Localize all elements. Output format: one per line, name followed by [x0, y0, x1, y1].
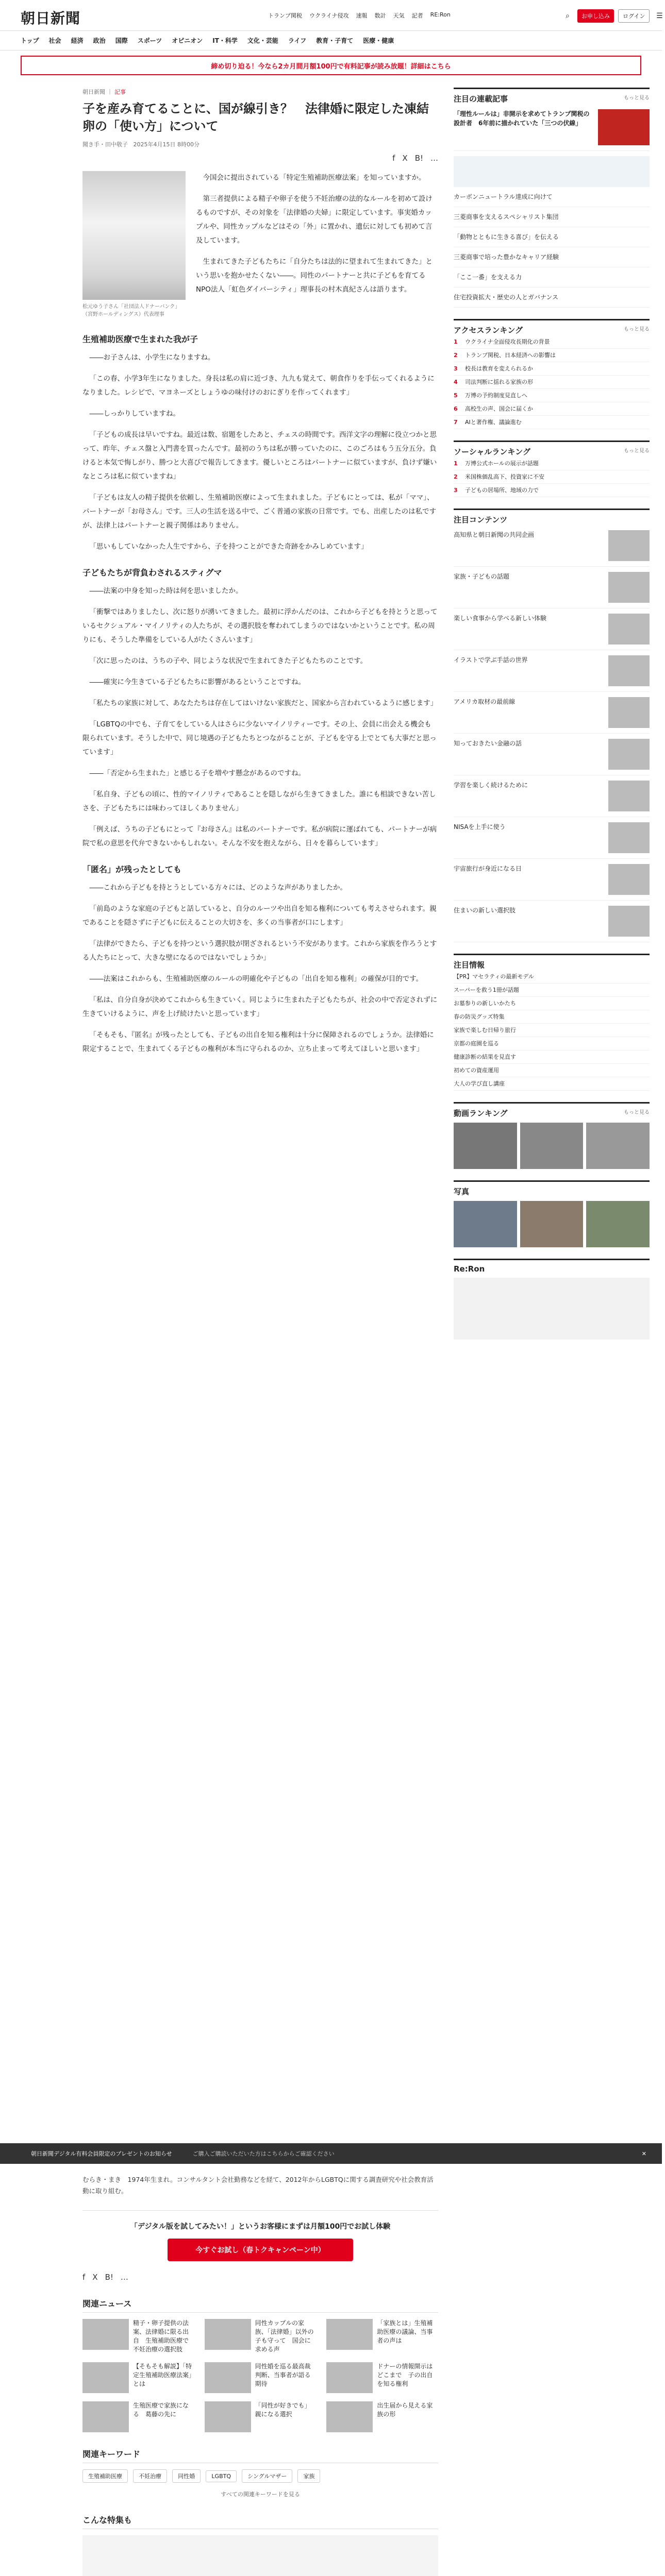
social-ranking-heading — [454, 446, 650, 457]
related-card[interactable] — [326, 2401, 438, 2432]
genre-nav-item[interactable]: ライフ — [288, 37, 307, 44]
sidebar-pick-title: 注目の連載記事 — [454, 94, 508, 104]
related-card[interactable] — [82, 2362, 194, 2393]
rank-number: 1 — [454, 460, 458, 467]
content-item[interactable] — [454, 608, 650, 650]
content-item[interactable] — [454, 525, 650, 567]
subscribe-button[interactable]: お申し込み — [577, 9, 614, 23]
related-card[interactable] — [205, 2319, 317, 2354]
article-paragraph: 「子どもは友人の精子提供を依頼し、生殖補助医療によって生まれました。子どもにとっては、私が「ママ」、パートナーが「お母さん」です。三人の生活を送る中で、ごく普通の家族の日常です。でも、出産したのは私ですが、法律上はパートナーと親子関係はありません。 — [82, 494, 437, 530]
photo-thumb[interactable] — [454, 1201, 517, 1247]
video-ranking — [454, 1102, 650, 1169]
keyword-tag[interactable]: 不妊治療 — [133, 2469, 167, 2483]
reron-heading — [454, 1264, 650, 1274]
ranking-item[interactable] — [454, 389, 650, 402]
event-item[interactable] — [454, 1064, 650, 1077]
access-ranking-heading — [454, 325, 650, 335]
ranking-item[interactable] — [454, 416, 650, 429]
share-bar — [82, 154, 438, 163]
photo-caption: 松元ゆう子さん「社団法人ドナーバンク」（宮野ホールディングス）代表理事 — [82, 304, 180, 317]
login-button[interactable]: ログイン — [618, 9, 650, 23]
ranking-item[interactable] — [454, 376, 650, 389]
content-title: 家族・子どもの話題 — [454, 573, 510, 580]
rank-number: 2 — [454, 352, 458, 359]
search-icon[interactable]: ⌕ — [566, 12, 570, 20]
more-share-icon[interactable]: … — [430, 154, 438, 163]
article-author: 聞き手・田中敬子 — [82, 141, 128, 148]
ranking-item[interactable] — [454, 470, 650, 484]
hatena-share-icon[interactable]: B! — [414, 154, 423, 163]
article-section — [82, 333, 438, 554]
content-title: 学習を楽しく続けるために — [454, 782, 528, 789]
reron-title: Re:Ron — [454, 1264, 485, 1274]
article-paragraph: 生まれてきた子どもたちに「自分たちは法的に望まれて生まれてきた」という思いを抱かせたくない――。同性のパートナーと共に子どもを育てるNPO法人「虹色ダイバーシティ」理事長の村木真紀さんは語ります。 — [196, 258, 433, 294]
event-title: 健康診断の結果を見直す — [454, 1054, 516, 1060]
article-paragraph: ――確実に今生きている子どもたちに影響があるということですね。 — [89, 678, 305, 686]
event-title: 大人の学び直し講座 — [454, 1080, 505, 1087]
article-paragraph: 「思いもしていなかった人生ですから、子を持つことができた奇跡をかみしめています」 — [89, 543, 368, 551]
article-paragraph: 「私たちの家族に対して、あなたたちは存在してはいけない家族だと、国家から言われているように感じます」 — [89, 699, 438, 707]
ranking-title: ウクライナ全面侵攻長期化の背景 — [465, 338, 550, 345]
sidebar-pick-title-text: 住宅投資拡大・歴史の人とガバナンス — [454, 294, 559, 301]
top-nav-item[interactable]: 天気 — [393, 12, 405, 19]
sidebar — [454, 88, 650, 1351]
genre-nav-item[interactable]: スポーツ — [137, 37, 162, 44]
photo-thumb[interactable] — [520, 1201, 584, 1247]
sidebar-pick-thumb — [598, 109, 650, 145]
content-item[interactable] — [454, 817, 650, 859]
content-title: NISAを上手に使う — [454, 823, 506, 831]
ranking-title: 高校生の声、国会に届くか — [465, 405, 533, 412]
photo-box — [454, 1180, 650, 1247]
article-paragraph: ――お子さんは、小学生になりますね。 — [89, 353, 215, 362]
content-thumb — [608, 655, 650, 686]
promo-box — [82, 2210, 438, 2261]
sidebar-pick-title-text: 三菱商事を支えるスペシャリスト集団 — [454, 213, 559, 221]
interviewee-photo[interactable] — [82, 171, 186, 300]
related-thumb — [205, 2319, 251, 2350]
rank-number: 3 — [454, 365, 458, 372]
top-nav-item[interactable]: 速報 — [356, 12, 368, 19]
top-nav-item[interactable]: ウクライナ侵攻 — [309, 12, 349, 19]
photo-thumb[interactable] — [586, 1201, 650, 1247]
share-bar-bottom — [82, 2273, 438, 2282]
all-keywords-link[interactable]: すべての関連キーワードを見る — [221, 2491, 300, 2498]
keyword-tag[interactable]: 生殖補助医療 — [82, 2469, 128, 2483]
trial-button[interactable]: 今すぐお試し（春トクキャンペーン中） — [168, 2239, 353, 2261]
event-item[interactable] — [454, 1077, 650, 1091]
article-paragraph: 「例えば、うちの子どもにとって『お母さん』は私のパートナーです。私が病院に運ばれても、パートナーが病院で私の意思を代弁できないかもしれない。そんな不安を抱えながら、日々を暮らしています」 — [82, 825, 437, 848]
header-actions — [562, 9, 665, 23]
promo-text: 「デジタル版を試してみたい！」というお客様にまずは月額100円でお試し体験 — [130, 2223, 391, 2231]
content-item[interactable] — [454, 859, 650, 901]
article-paragraph: 「次に思ったのは、うちの子や、同じような状況で生まれてきた子どもたちのことです。 — [89, 657, 368, 665]
event-info-title: 注目情報 — [454, 960, 485, 970]
social-ranking-title: ソーシャルランキング — [454, 447, 530, 456]
post-article — [82, 2174, 438, 2576]
recommend-area — [82, 2535, 438, 2576]
section-heading: 子どもたちが背負わされるスティグマ — [82, 568, 222, 578]
sidebar-pick-title-text: 三菱商事で培った豊かなキャリア経験 — [454, 253, 559, 261]
article-section — [82, 566, 438, 851]
sidebar-pick — [454, 88, 650, 308]
article — [82, 88, 438, 1063]
event-item[interactable] — [454, 1010, 650, 1024]
related-thumb — [326, 2319, 373, 2350]
article-paragraph: 今国会に提出されている「特定生殖補助医療法案」を知っていますか。 — [203, 174, 426, 182]
section-heading: 「匿名」が残ったとしても — [82, 865, 182, 874]
sidebar-pick-item[interactable] — [454, 247, 650, 267]
related-title: 「同性が好きでも」親になる選択 — [255, 2402, 311, 2418]
event-item[interactable] — [454, 1037, 650, 1050]
more-link[interactable]: もっと見る — [624, 327, 650, 332]
article-paragraph: ――しっかりしていますね。 — [89, 410, 180, 418]
more-link[interactable]: もっと見る — [624, 95, 650, 101]
photo-strip — [454, 1201, 650, 1247]
article-paragraph: 「私は、自分自身が決めてこれからも生きていく。同じように生まれた子どもたちが、社会の中で否定されずに生きていけるように、声を上げ続けたいと思っています」 — [82, 996, 438, 1018]
sidebar-pick-item[interactable] — [454, 227, 650, 247]
related-title: 生殖医療で家族になる 葛藤の先に — [133, 2402, 189, 2418]
related-news — [82, 2297, 438, 2432]
content-item[interactable] — [454, 567, 650, 608]
related-thumb — [205, 2401, 251, 2432]
content-item[interactable] — [454, 692, 650, 734]
related-title: 精子・卵子提供の法案、法律婚に限る出自 生殖補助医療で不妊治療の選択肢 — [133, 2319, 189, 2353]
event-title: 家族で楽しむ日帰り旅行 — [454, 1027, 516, 1033]
more-share-icon[interactable]: … — [120, 2273, 128, 2282]
related-card[interactable] — [326, 2319, 438, 2354]
related-grid — [82, 2319, 438, 2432]
event-title: 初めての資産運用 — [454, 1067, 499, 1074]
genre-nav-item[interactable]: トップ — [21, 37, 39, 44]
article-paragraph: 「法律ができたら、子どもを持つという選択肢が閉ざされるという不安があります。これから家族を作ろうとする人たちにとって、大きな壁になるのではないでしょうか」 — [82, 940, 437, 962]
related-card[interactable] — [82, 2401, 194, 2432]
breadcrumb-home[interactable]: 朝日新聞 — [82, 89, 105, 95]
related-card[interactable] — [205, 2362, 317, 2393]
breadcrumb: 朝日新聞 ｜ 記事 — [82, 89, 126, 95]
sidebar-pick-item[interactable] — [454, 104, 650, 151]
event-item[interactable] — [454, 984, 650, 997]
article-paragraph: 「私自身、子どもの頃に、性的マイノリティであることを隠しながら生きてきました。誰にも相談できない苦しさを、子どもたちには味わってほしくありません」 — [82, 790, 436, 812]
site-logo[interactable]: 朝日新聞 — [21, 10, 81, 27]
menu-icon[interactable]: ☰ — [656, 12, 663, 20]
rank-number: 5 — [454, 392, 458, 399]
sidebar-pick-title-text: カーボンニュートラル達成に向けて — [454, 193, 553, 200]
article-meta — [82, 140, 438, 148]
event-title: 京都の庭園を巡る — [454, 1040, 499, 1047]
article-paragraph: ――法案の中身を知った時は何を思いましたか。 — [89, 587, 243, 595]
related-title: 「家族とは」生殖補助医療の議論、当事者の声は — [377, 2319, 433, 2344]
sidebar-pick-item[interactable] — [454, 187, 650, 207]
ranking-item[interactable] — [454, 362, 650, 376]
related-card[interactable] — [205, 2401, 317, 2432]
video-ranking-title: 動画ランキング — [454, 1109, 508, 1118]
genre-nav-item[interactable]: 政治 — [93, 37, 106, 44]
ranking-title: トランプ関税、日本経済への影響は — [465, 352, 556, 359]
content-thumb — [608, 906, 650, 937]
ranking-item[interactable] — [454, 335, 650, 349]
article-paragraph: ――法案はこれからも、生殖補助医療のルールの明確化や子どもの「出自を知る権利」の確保が目的です。 — [89, 975, 423, 983]
article-paragraph: 「この春、小学3年生になりました。身長は私の肩に近づき、九九も覚えて、朝食作りを手伝ってくれるようになりました。レシピで、マヨネーズとしょうゆの味付けのおにぎりを作ってくれます」 — [82, 375, 435, 397]
keyword-tag[interactable]: 家族 — [297, 2469, 320, 2483]
ranking-title: 米国株価乱高下、投資家に不安 — [465, 473, 544, 480]
keyword-tag[interactable]: 同性婚 — [172, 2469, 201, 2483]
content-title: 知っておきたい金融の話 — [454, 740, 522, 747]
keyword-tag[interactable]: シングルマザー — [242, 2469, 292, 2483]
featured-content — [454, 509, 650, 942]
ranking-title: 万博の予約制度見直しへ — [465, 392, 527, 399]
video-thumb[interactable] — [520, 1123, 584, 1169]
notification-text[interactable]: 朝日新聞デジタル有料会員限定のプレゼントのお知らせ — [31, 2150, 172, 2157]
related-title: 同性カップルの家族、「法律婚」以外の子も守って 国会に求める声 — [255, 2319, 314, 2353]
related-title: 出生届から見える家族の形 — [377, 2402, 433, 2418]
genre-nav-item[interactable]: 医療・健康 — [363, 37, 394, 44]
ranking-title: AIと著作権、議論進む — [465, 419, 522, 426]
more-link[interactable]: もっと見る — [624, 1110, 650, 1115]
event-title: 春の防災グッズ特集 — [454, 1013, 505, 1020]
access-ranking-title: アクセスランキング — [454, 326, 523, 335]
sidebar-pick-item[interactable] — [454, 267, 650, 287]
featured-content-heading — [454, 514, 650, 525]
event-title: スーパーを救う1冊が話題 — [454, 987, 519, 993]
notification-bar — [0, 2143, 662, 2164]
ranking-item[interactable] — [454, 484, 650, 497]
event-item[interactable] — [454, 997, 650, 1010]
article-paragraph: 「前島のような家庭の子どもと話していると、自分のルーツや出自を知る権利についても考えさせられます。親であることを隠さずに子どもに伝えることの大切さを、多くの当事者が口にします」 — [82, 905, 437, 927]
reron-box — [454, 1259, 650, 1340]
content-thumb — [608, 822, 650, 853]
event-item[interactable] — [454, 1024, 650, 1037]
campaign-banner[interactable]: 締め切り迫る！今なら2カ月間月額100円で有料記事が読み放題！詳細はこちら — [21, 56, 641, 75]
top-nav — [268, 11, 451, 20]
genre-nav-item[interactable]: IT・科学 — [212, 37, 238, 44]
event-info — [454, 954, 650, 1091]
related-title: 【そもそも解説】「特定生殖補助医療法案」とは — [133, 2363, 192, 2387]
keywords-heading: 関連キーワード — [82, 2448, 438, 2463]
rank-number: 1 — [454, 338, 458, 345]
close-icon[interactable]: ✕ — [641, 2150, 646, 2157]
section-heading: 生殖補助医療で生まれた我が子 — [82, 334, 198, 344]
genre-nav — [0, 31, 662, 50]
sidebar-pick-heading — [454, 93, 650, 104]
related-thumb — [326, 2401, 373, 2432]
sidebar-ad-block[interactable] — [454, 156, 650, 187]
sidebar-pick-title-text: 「動物とともに生きる喜び」を伝える — [454, 233, 559, 241]
video-ranking-heading — [454, 1108, 650, 1118]
facebook-share-icon[interactable]: f — [82, 2273, 86, 2282]
content-title: 高知県と朝日新聞の共同企画 — [454, 531, 535, 538]
article-paragraph: 「そもそも、『匿名』が残ったとしても、子どもの出自を知る権利は十分に保障されるのでしょうか。法律婚に限定することで、生まれてくる子どもの権利が本当に守られるのか、立ち止まって考えてほしいと思います」 — [82, 1031, 434, 1053]
rank-number: 2 — [454, 473, 458, 480]
access-ranking — [454, 319, 650, 429]
genre-nav-item[interactable]: 教育・子育て — [316, 37, 354, 44]
article-paragraph: 第三者提供による精子や卵子を使う不妊治療の法的なルールを初めて設けるものですが、その対象を「法律婚の夫婦」に限定しています。事実婚カップルや、同性カップルなどはその「外」に置かれ、遺伝に対しても初めて言及しています。 — [196, 195, 433, 245]
featured-content-title: 注目コンテンツ — [454, 515, 508, 524]
sidebar-pick-item[interactable] — [454, 207, 650, 227]
ranking-item[interactable] — [454, 349, 650, 362]
lead-block — [82, 171, 438, 320]
x-share-icon[interactable]: X — [92, 2273, 98, 2282]
content-thumb — [608, 781, 650, 811]
ranking-title: 万博公式ホールの展示が話題 — [465, 460, 539, 467]
related-title: 同性婚を巡る最高裁判断、当事者が語る期待 — [255, 2363, 311, 2387]
article-paragraph: 「衝撃ではありましたし、次に怒りが湧いてきました。最初に浮かんだのは、これから子どもを持とうと思っているセクシュアル・マイノリティの人たちが、その選択肢を奪われてしまうのではないかということです。私の周りにも、そうした準備をしている人がたくさんいます」 — [82, 608, 438, 644]
article-paragraph: ――これから子どもを持とうとしている方々には、どのような声がありましたか。 — [89, 884, 347, 892]
rank-number: 4 — [454, 379, 458, 385]
related-thumb — [82, 2362, 129, 2393]
article-title: 子を産み育てることに、国が線引き？ 法律婚に限定した凍結卵の「使い方」について — [82, 101, 429, 133]
content-title: 楽しい食事から学べる新しい体験 — [454, 615, 547, 622]
related-thumb — [205, 2362, 251, 2393]
social-ranking — [454, 440, 650, 497]
top-nav-item[interactable]: 数計 — [374, 12, 386, 19]
notification-note: ご購入ご購読いただいた方はこちらからご確認ください — [192, 2150, 335, 2157]
genre-nav-item[interactable]: オピニオン — [172, 37, 203, 44]
genre-nav-item[interactable]: 社会 — [48, 37, 61, 44]
breadcrumb-section[interactable]: 記事 — [114, 89, 126, 95]
ranking-title: 司法判断に揺れる家族の形 — [465, 379, 533, 385]
related-title: ドナーの情報開示はどこまで 子の出自を知る権利 — [377, 2363, 433, 2387]
content-thumb — [608, 739, 650, 770]
ranking-title: 子どもの居場所、地域の力で — [465, 487, 539, 494]
keyword-tag[interactable]: LGBTQ — [206, 2470, 237, 2482]
article-paragraph: ――「否定から生まれた」と感じる子を増やす懸念があるのですね。 — [89, 769, 305, 777]
content-title: アメリカ取材の最前線 — [454, 698, 516, 705]
related-heading: 関連ニュース — [82, 2297, 438, 2313]
photo-heading — [454, 1186, 650, 1197]
top-nav-item[interactable]: RE:Ron — [430, 11, 451, 18]
related-card[interactable] — [82, 2319, 194, 2354]
event-title: 【PR】マセラティの最新モデル — [454, 973, 534, 980]
article-paragraph: 「子どもの成長は早いですね。最近は数、宿題をしたあと、チェスの時間です。西洋文字の理解に役立つかと思って、昨年、チェス盤と入門書を買ったんです。最初のうちは私が勝っていたのに、このごろはもう五分五分。負けると本気で悔しがり、勝つと大喜びで報告してきます。優しいところはパートナーに似ていますが、負けず嫌いなところは私に似ていますね」 — [82, 431, 437, 481]
content-thumb — [608, 697, 650, 728]
genre-nav-item[interactable]: 文化・芸能 — [247, 37, 278, 44]
content-title: イラストで学ぶ手話の世界 — [454, 656, 528, 664]
reron-area[interactable] — [454, 1278, 650, 1340]
rank-number: 7 — [454, 419, 458, 426]
video-thumb[interactable] — [586, 1123, 650, 1169]
top-nav-item[interactable]: トランプ関税 — [268, 12, 302, 19]
content-thumb — [608, 864, 650, 895]
video-thumb[interactable] — [454, 1123, 517, 1169]
sidebar-pick-title-text: 「理性ルールは」非開示を求めてトランプ関税の設計者 6年前に描かれていた「三つの伏線」 — [454, 110, 590, 127]
article-paragraph: 「LGBTQの中でも、子育てをしている人はさらに少ないマイノリティーです。その上、会員に出会える機会も限られています。そうした中で、同じ境遇の子どもたちとつながることが、子どもを守る上でとても大事だと思っています」 — [82, 720, 437, 756]
content-item[interactable] — [454, 775, 650, 817]
related-thumb — [82, 2401, 129, 2432]
related-thumb — [82, 2319, 129, 2350]
facebook-share-icon[interactable]: f — [392, 154, 395, 163]
related-thumb — [326, 2362, 373, 2393]
content-thumb — [608, 572, 650, 603]
x-share-icon[interactable]: X — [402, 154, 408, 163]
event-item[interactable] — [454, 1050, 650, 1064]
rank-number: 6 — [454, 405, 458, 412]
event-item[interactable] — [454, 970, 650, 984]
recommend-heading: こんな特集も — [82, 2514, 438, 2529]
top-nav-item[interactable]: 記者 — [411, 12, 423, 19]
content-title: 宇宙旅行が身近になる日 — [454, 865, 522, 872]
interviewee-profile: むらき・まき 1974年生まれ。コンサルタント会社勤務などを経て、2012年からLGBTQに関する調査研究や社会教育活動に取り組む。 — [82, 2176, 434, 2195]
article-date: 2025年4月15日 8時00分 — [133, 141, 200, 148]
event-title: お墓参りの新しいかたち — [454, 1000, 516, 1007]
article-section — [82, 863, 438, 1056]
site-header — [0, 0, 662, 31]
video-strip — [454, 1123, 650, 1169]
ranking-title: 校長は教育を変えられるか — [465, 365, 533, 372]
genre-nav-item[interactable]: 経済 — [71, 37, 84, 44]
hatena-share-icon[interactable]: B! — [105, 2273, 113, 2282]
related-card[interactable] — [326, 2362, 438, 2393]
keywords — [82, 2448, 438, 2498]
more-link[interactable]: もっと見る — [624, 448, 650, 454]
rank-number: 3 — [454, 487, 458, 494]
sidebar-pick-title-text: 「ここ一番」を支える力 — [454, 274, 522, 281]
ranking-item[interactable] — [454, 402, 650, 416]
content-item[interactable] — [454, 734, 650, 775]
event-info-heading — [454, 959, 650, 970]
content-item[interactable] — [454, 901, 650, 942]
genre-nav-item[interactable]: 国際 — [115, 37, 128, 44]
content-thumb — [608, 614, 650, 645]
content-thumb — [608, 530, 650, 561]
photo-title: 写真 — [454, 1187, 470, 1196]
sidebar-pick-item[interactable] — [454, 287, 650, 308]
recommend — [82, 2514, 438, 2576]
content-item[interactable] — [454, 650, 650, 692]
ranking-item[interactable] — [454, 457, 650, 470]
content-title: 住まいの新しい選択肢 — [454, 907, 516, 914]
